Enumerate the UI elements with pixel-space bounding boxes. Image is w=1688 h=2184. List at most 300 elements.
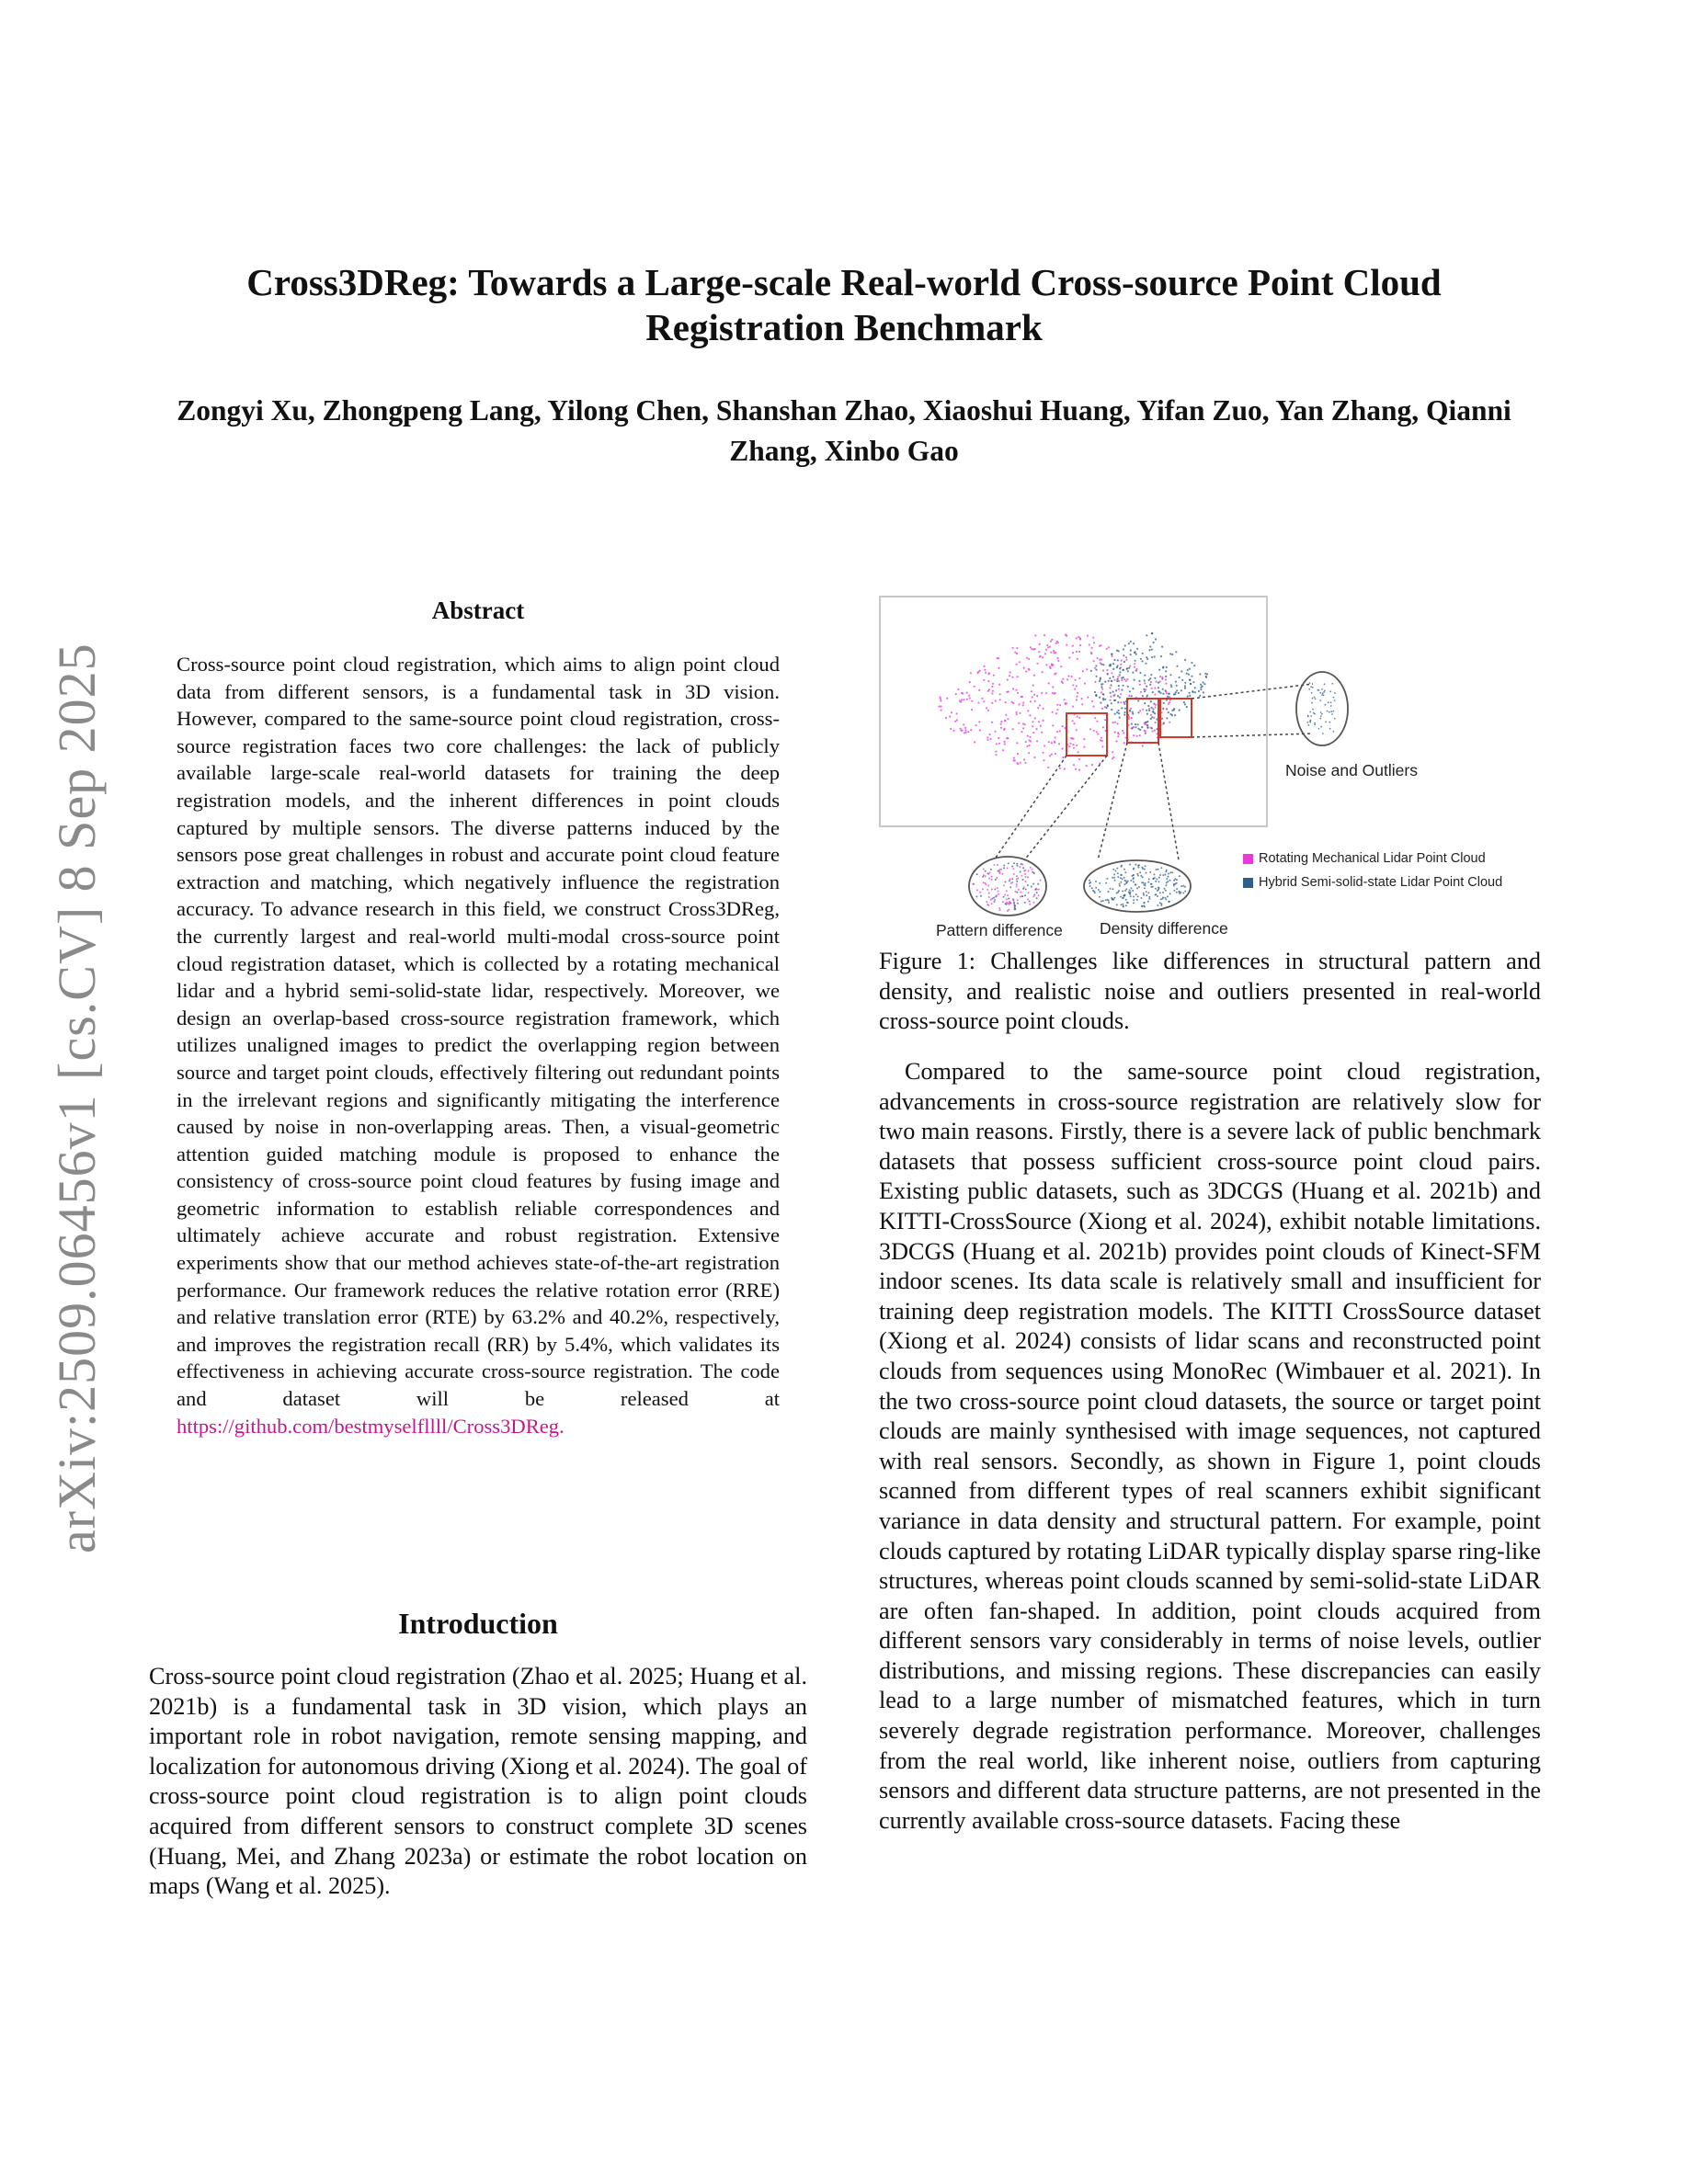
point [1147, 892, 1149, 893]
point [1108, 900, 1110, 902]
point [1066, 644, 1067, 646]
point [1151, 656, 1153, 658]
point [1121, 904, 1123, 905]
point [1155, 881, 1157, 882]
point [1102, 669, 1104, 671]
point [1108, 902, 1110, 904]
point [1307, 716, 1309, 718]
point [1173, 880, 1175, 882]
point [1308, 688, 1310, 690]
point [1091, 647, 1093, 649]
point [1163, 722, 1165, 723]
point [950, 728, 952, 730]
point [1120, 896, 1122, 898]
point [1333, 697, 1335, 699]
point [1121, 865, 1123, 867]
point [1002, 901, 1004, 903]
point [1153, 717, 1155, 719]
point [991, 702, 993, 704]
point [1131, 887, 1133, 889]
point [1151, 716, 1153, 718]
point [1117, 722, 1119, 724]
point [1118, 688, 1120, 690]
introduction-heading: Introduction [398, 1607, 558, 1640]
point [1167, 696, 1169, 698]
point [1118, 712, 1120, 714]
point [1206, 673, 1208, 675]
point [1053, 650, 1055, 652]
point [1094, 691, 1096, 693]
point [1169, 701, 1170, 703]
point [1144, 682, 1146, 684]
point [1034, 634, 1036, 636]
point [1129, 690, 1131, 692]
point [1176, 882, 1178, 884]
point [1135, 723, 1136, 725]
point [1033, 895, 1035, 897]
point [990, 899, 992, 901]
point [1072, 720, 1074, 722]
point [1143, 688, 1145, 690]
point [1032, 732, 1034, 734]
point [1120, 664, 1122, 665]
point [1096, 676, 1098, 677]
point [1091, 700, 1093, 702]
point [1072, 652, 1074, 654]
point [1003, 867, 1005, 869]
point [957, 688, 959, 690]
point [1121, 679, 1123, 681]
point [1331, 683, 1333, 685]
point [1113, 695, 1115, 697]
point [1110, 692, 1112, 694]
point [999, 872, 1001, 874]
point [1334, 692, 1336, 694]
point [1089, 885, 1091, 887]
point [1320, 726, 1322, 728]
point [1165, 670, 1167, 672]
point [979, 729, 981, 731]
point [1096, 721, 1098, 722]
point [1312, 709, 1314, 711]
point [1062, 756, 1064, 758]
point [1112, 663, 1114, 665]
point [1135, 670, 1137, 672]
point [1027, 710, 1029, 711]
point [975, 895, 977, 897]
point [1014, 908, 1016, 910]
point [1184, 685, 1186, 687]
point [1020, 896, 1021, 898]
point [1072, 645, 1074, 647]
point [1127, 881, 1129, 882]
point [1129, 710, 1131, 711]
point [1153, 703, 1155, 705]
point [1127, 686, 1129, 688]
point [992, 683, 994, 685]
point [1016, 664, 1018, 665]
point [1142, 695, 1144, 697]
point [1018, 722, 1020, 724]
point [1176, 689, 1178, 691]
point [982, 888, 984, 890]
point [1124, 708, 1126, 710]
point [1307, 722, 1309, 723]
legend-item-rotating [1243, 851, 1486, 866]
point [1176, 685, 1178, 687]
point [1162, 666, 1164, 668]
point [1121, 660, 1123, 662]
point [1006, 737, 1008, 739]
point [1155, 706, 1157, 708]
legend-label-hybrid: Hybrid Semi-solid-state Lidar Point Cloud [1259, 875, 1503, 890]
point [1162, 708, 1164, 710]
point [1102, 693, 1104, 695]
point [1111, 709, 1112, 711]
point [1123, 742, 1125, 744]
point [1003, 865, 1005, 867]
point [1123, 701, 1125, 703]
point [1016, 892, 1018, 893]
point [1117, 735, 1119, 737]
point [1199, 673, 1201, 675]
point [1024, 723, 1026, 725]
point [1143, 893, 1145, 894]
point [1329, 690, 1331, 692]
point [1125, 882, 1127, 884]
point [1200, 687, 1202, 688]
point [1045, 664, 1047, 665]
point [1153, 711, 1155, 713]
point [995, 751, 997, 753]
point [1035, 888, 1037, 890]
point [1101, 745, 1103, 747]
point [1087, 635, 1089, 637]
point [998, 870, 1000, 872]
point [1059, 704, 1061, 706]
point [1027, 884, 1029, 886]
point [1145, 884, 1146, 886]
point [1004, 720, 1006, 722]
point [1333, 731, 1335, 733]
point [1030, 646, 1032, 648]
point [1071, 676, 1073, 677]
point [1123, 877, 1125, 879]
point [1029, 736, 1031, 738]
point [1078, 758, 1080, 760]
legend-item-hybrid [1243, 875, 1502, 890]
point [1024, 902, 1026, 904]
point [1002, 749, 1004, 751]
point [1075, 768, 1077, 770]
point [1006, 902, 1008, 904]
magenta-swatch [1243, 854, 1253, 864]
point [986, 707, 987, 709]
point [951, 711, 952, 713]
point [1081, 698, 1083, 700]
point [1175, 681, 1177, 683]
legend-label-rotating: Rotating Mechanical Lidar Point Cloud [1259, 851, 1486, 866]
point [1180, 689, 1182, 691]
point [1139, 729, 1141, 731]
point [1033, 675, 1035, 677]
point [1139, 684, 1141, 686]
point [1165, 890, 1167, 892]
point [1095, 665, 1097, 666]
point [1098, 889, 1100, 891]
point [1072, 684, 1074, 686]
point [1007, 868, 1009, 870]
point [1029, 714, 1031, 716]
point [1096, 731, 1098, 733]
point [1029, 901, 1031, 903]
point [1022, 867, 1024, 869]
point [1309, 722, 1311, 723]
point [1309, 682, 1311, 684]
point [1113, 679, 1115, 681]
point [1112, 757, 1113, 759]
point [1037, 707, 1039, 709]
point [1020, 871, 1021, 873]
point [1042, 656, 1044, 658]
point [1065, 633, 1066, 635]
point [1102, 698, 1104, 700]
point [1179, 891, 1180, 893]
repository-link[interactable]: https://github.com/bestmyselfllll/Cross3DReg. [177, 1414, 565, 1438]
point [1093, 730, 1095, 732]
point [941, 710, 942, 711]
point [1023, 758, 1025, 760]
point [1034, 717, 1036, 719]
point [1194, 687, 1196, 688]
point [1151, 707, 1153, 709]
introduction-body: Cross-source point cloud registration (Zhao et al. 2025; Huang et al. 2021b) is a fundamental task in 3D vision, which plays an important role in robot navigation, remote sensing mapping, and localization for autonomous driving (Xiong et al. 2024). The goal of cross-source point cloud registration is to align point clouds acquired from different sensors to construct complete 3D scenes (Huang, Mei, and Zhang 2023a) or estimate the robot location on maps (Wang et al. 2025). [149, 1663, 807, 1900]
point [1173, 883, 1175, 885]
point [1038, 894, 1040, 896]
scene-panel [880, 597, 1267, 826]
point [1076, 637, 1078, 639]
point [1006, 898, 1008, 900]
point [1203, 691, 1204, 693]
point [1021, 731, 1022, 733]
point [1033, 872, 1035, 874]
point [1138, 886, 1140, 888]
point [1123, 897, 1124, 899]
point [1099, 697, 1101, 699]
point [977, 701, 979, 703]
point [1125, 656, 1127, 658]
point [1108, 680, 1110, 682]
point [989, 871, 991, 873]
point [1205, 676, 1207, 677]
abstract-heading: Abstract [431, 597, 525, 624]
point [1111, 655, 1112, 657]
point [1134, 679, 1135, 681]
point [1146, 656, 1147, 658]
point [1142, 882, 1144, 883]
point [1074, 688, 1076, 690]
blue-swatch [1243, 878, 1253, 888]
point [967, 731, 969, 733]
point [1106, 648, 1108, 650]
point [1146, 872, 1147, 874]
point [1149, 871, 1151, 873]
point [1122, 878, 1123, 880]
point [1184, 891, 1186, 893]
point [1150, 714, 1152, 716]
point [1017, 676, 1019, 677]
point [1003, 884, 1005, 886]
point [1099, 891, 1101, 893]
point [1019, 661, 1021, 663]
point [1158, 690, 1159, 692]
point [1062, 678, 1064, 680]
point [1001, 873, 1003, 875]
point [1136, 735, 1138, 737]
point [1021, 895, 1023, 897]
point [1314, 697, 1316, 699]
point [988, 734, 990, 735]
point [1078, 677, 1080, 679]
point [1087, 697, 1089, 699]
point [1110, 696, 1112, 698]
point [1055, 673, 1056, 675]
point [1137, 700, 1139, 701]
point [1145, 865, 1146, 867]
point [969, 681, 971, 683]
point [1324, 683, 1326, 685]
point [1029, 904, 1031, 905]
point [1157, 890, 1158, 892]
point [1110, 684, 1112, 686]
point [1200, 684, 1202, 686]
point [1032, 725, 1033, 727]
point [1033, 694, 1035, 696]
point [1154, 877, 1156, 879]
point [1051, 639, 1053, 641]
point [1140, 658, 1142, 660]
point [1128, 667, 1130, 669]
point [1159, 676, 1161, 677]
point [1108, 646, 1110, 648]
point [1159, 892, 1161, 893]
point [983, 700, 985, 702]
point [1089, 643, 1090, 645]
point [1004, 728, 1006, 730]
point [1120, 877, 1122, 879]
point [1131, 723, 1133, 725]
point [1148, 710, 1150, 711]
point [940, 698, 941, 700]
point [1155, 638, 1157, 640]
point [1121, 677, 1123, 679]
point [1158, 887, 1160, 889]
point [1010, 882, 1012, 884]
point [961, 699, 963, 700]
point [1119, 671, 1121, 673]
point [1031, 690, 1032, 692]
point [1169, 880, 1171, 882]
point [1095, 694, 1097, 696]
point [1003, 896, 1005, 898]
point [1101, 708, 1103, 710]
point [1041, 692, 1043, 694]
point [1158, 687, 1159, 688]
point [1083, 738, 1085, 740]
point [1004, 741, 1006, 743]
point [1100, 678, 1101, 680]
point [1135, 654, 1137, 655]
point [1041, 732, 1043, 734]
point [1155, 888, 1157, 890]
point [1091, 887, 1093, 889]
point [1125, 904, 1127, 906]
point [1077, 716, 1078, 718]
point [954, 721, 956, 722]
point [1028, 870, 1030, 872]
point [1101, 683, 1102, 685]
point [987, 872, 989, 874]
point [1101, 658, 1102, 660]
point [1184, 688, 1186, 689]
point [1028, 752, 1030, 754]
point [1117, 710, 1119, 711]
point [1155, 722, 1157, 723]
point [1144, 679, 1146, 681]
point [1129, 889, 1131, 891]
point [1015, 891, 1017, 893]
point [1139, 710, 1141, 711]
point [1189, 679, 1191, 681]
point [1123, 685, 1124, 687]
point [1045, 649, 1047, 651]
point [1334, 700, 1336, 701]
point [1009, 671, 1011, 673]
point [991, 898, 993, 900]
point [1140, 897, 1142, 899]
point [1173, 890, 1175, 892]
point [1151, 727, 1153, 729]
point [1114, 700, 1116, 701]
point [1041, 671, 1043, 673]
point [1009, 902, 1010, 904]
point [1144, 702, 1146, 704]
point [1166, 878, 1168, 880]
point [1142, 876, 1144, 878]
point [1025, 741, 1027, 743]
point [1114, 713, 1116, 715]
point [1152, 731, 1154, 733]
point [1011, 677, 1013, 678]
point [1321, 713, 1323, 715]
point [1123, 661, 1125, 663]
point [1145, 730, 1146, 732]
point [1141, 726, 1143, 728]
point [1016, 881, 1018, 882]
point [1058, 743, 1060, 745]
point [1155, 681, 1157, 683]
point [960, 701, 962, 703]
point [1134, 652, 1135, 654]
point [1166, 708, 1168, 710]
point [1124, 890, 1126, 892]
point [940, 705, 941, 707]
point [987, 736, 988, 738]
point [1008, 898, 1009, 900]
point [1143, 904, 1145, 906]
point [1024, 894, 1026, 896]
point [1130, 654, 1132, 655]
